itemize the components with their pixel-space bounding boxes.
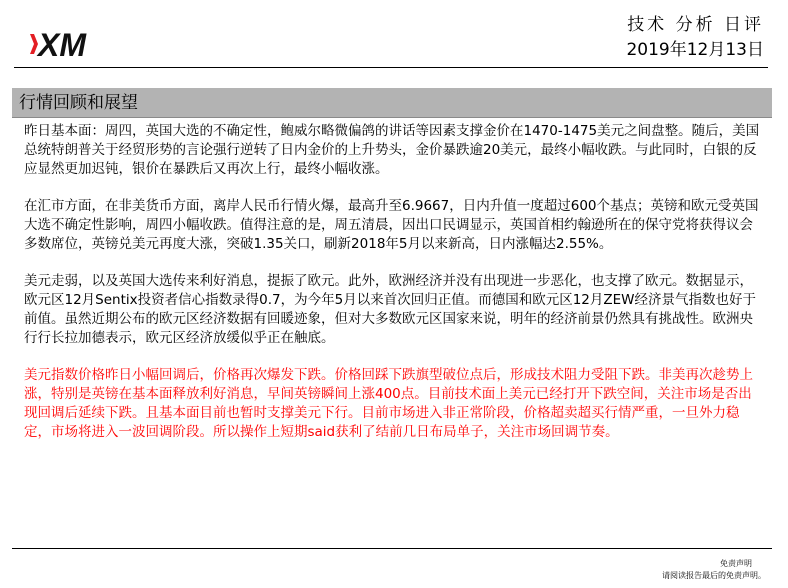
- report-body: [24, 122, 760, 460]
- paragraph-usd-outlook: 美元指数价格昨日小幅回调后，价格再次爆发下跌。价格回踩下跌旗型破位点后，形成技术阻力受阻下跌。非美再次趁势上涨，特别是英镑在基本面释放利好消息，早间英镑瞬间上涨400点。目前技术面上美元已经打开下跌空间，关注市场是否出现回调后延续下跌。且基本面目前也暂时支撑美元下行。目前市场进入非正常阶段，价格超卖超买行情严重，一旦外力稳定，市场将进入一波回调阶段。所以操作上短期said获利了结前几日布局单子，关注市场回调节奏。: [24, 367, 753, 440]
- section-title: 行情回顾和展望: [12, 88, 772, 118]
- disclaimer-text: 请阅读报告最后的免责声明。: [662, 571, 766, 580]
- footer-divider: [12, 548, 772, 549]
- logo-text: XM: [38, 28, 86, 60]
- logo-red-chevron: [30, 34, 38, 54]
- header-divider: [14, 67, 768, 68]
- disclaimer-title: 免责声明: [720, 559, 752, 568]
- paragraph-fundamentals: 昨日基本面：周四，英国大选的不确定性，鲍威尔略微偏鸽的讲话等因素支撑金价在1470-1475美元之间盘整。随后，美国总统特朗普关于经贸形势的言论强行逆转了日内金价的上升势头，金价暴跌逾20美元，最终小幅收跌。与此同时，白银的反应显然更加迟钝，银价在暴跌后又再次上行，最终小幅收涨。: [24, 123, 760, 177]
- report-type: 技术 分析 日评: [627, 15, 764, 35]
- paragraph-euro: 美元走弱，以及英国大选传来利好消息，提振了欧元。此外，欧洲经济并没有出现进一步恶化，也支撑了欧元。数据显示，欧元区12月Sentix投资者信心指数录得0.7，为今年5月以来首次回归正值。而德国和欧元区12月ZEW经济景气指数也好于前值。虽然近期公布的欧元区经济数据有回暖迹象，但对大多数欧元区国家来说，明年的经济前景仍然具有挑战性。欧洲央行行长拉加德表示，欧元区经济放缓似乎正在触底。: [24, 273, 757, 346]
- paragraph-forex: 在汇市方面，在非美货币方面，离岸人民币行情火爆，最高升至6.9667，日内升值一度超过600个基点；英镑和欧元受英国大选不确定性影响，周四小幅收跌。值得注意的是，周五清晨，因出口民调显示，英国首相约翰逊所在的保守党将获得议会多数席位，英镑兑美元再度大涨，突破1.35关口，刷新2018年5月以来新高，日内涨幅达2.55%。: [24, 198, 759, 252]
- xm-logo: [30, 28, 114, 60]
- report-date: 2019年12月13日: [626, 40, 764, 60]
